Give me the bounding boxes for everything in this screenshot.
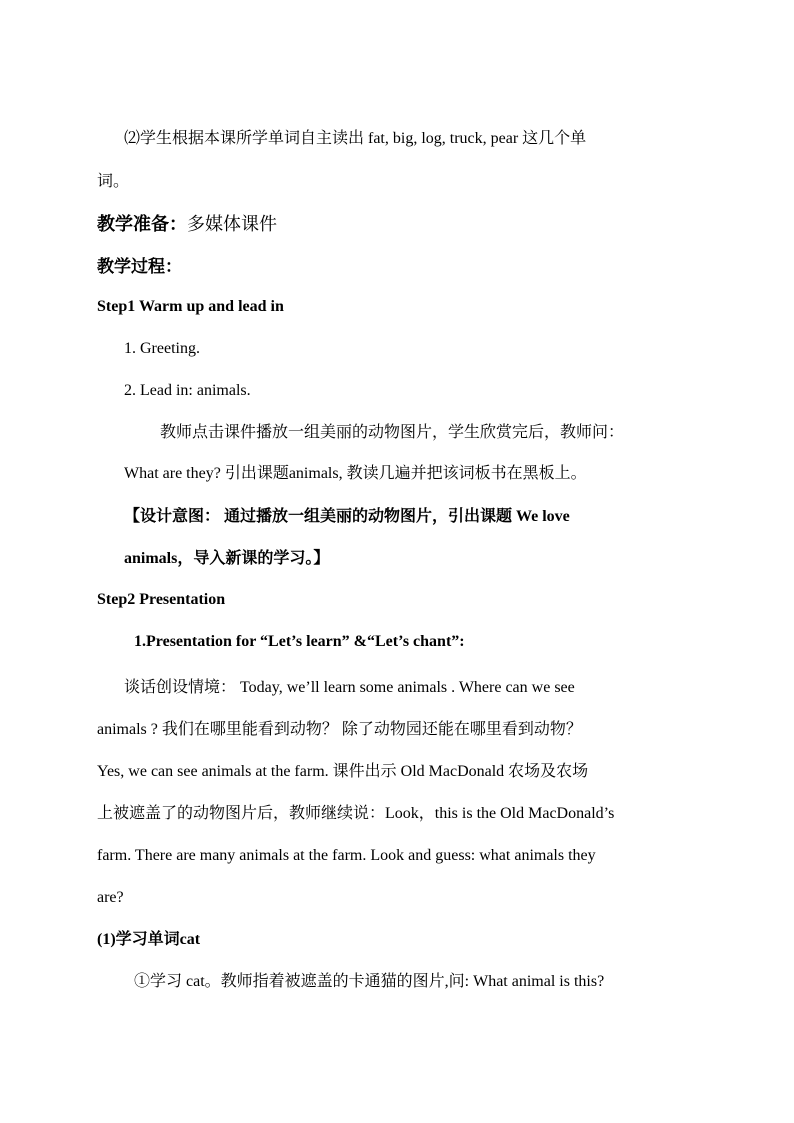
step1-item-2: 2. Lead in: animals. xyxy=(124,382,251,399)
step2-paragraph-line-2: animals ? 我们在哪里能看到动物？ 除了动物园还能在哪里看到动物？ xyxy=(97,721,582,738)
process-label: 教学过程： xyxy=(97,257,182,276)
step2-paragraph-line-5: farm. There are many animals at the farm. Look and guess: what animals they xyxy=(97,847,596,864)
step1-design-intent-line-2: animals，导入新课的学习。】 xyxy=(124,550,330,567)
step2-paragraph-line-6: are? xyxy=(97,889,124,906)
step2-paragraph-line-1: 谈话创设情境： Today, we’ll learn some animals . Where can we see xyxy=(124,679,575,696)
preparation-line xyxy=(97,213,277,236)
objective-item-2-line-2: 词。 xyxy=(97,173,130,190)
step1-title: Step1 Warm up and lead in xyxy=(97,298,284,315)
step1-paragraph-line-1: 教师点击课件播放一组美丽的动物图片，学生欣赏完后，教师问： xyxy=(160,424,625,441)
objective-item-2-line-1: ⑵学生根据本课所学单词自主读出 fat, big, log, truck, pear 这几个单 xyxy=(124,130,587,147)
preparation-label: 教学准备： xyxy=(97,214,187,234)
step2-paragraph-line-3: Yes, we can see animals at the farm. 课件出示 Old MacDonald 农场及农场 xyxy=(97,763,589,780)
step1-design-intent-line-1: 【设计意图： 通过播放一组美丽的动物图片，引出课题 We love xyxy=(124,508,570,525)
step1-paragraph-line-2: What are they? 引出课题animals, 教读几遍并把该词板书在黑板上。 xyxy=(124,465,587,482)
step2-title: Step2 Presentation xyxy=(97,591,226,608)
preparation-value: 多媒体课件 xyxy=(187,214,277,234)
step2-paragraph-line-4: 上被遮盖了的动物图片后，教师继续说：Look，this is the Old MacDonald’s xyxy=(97,805,615,822)
step2-item-1: 1.Presentation for “Let’s learn” &“Let’s chant”: xyxy=(134,633,465,650)
step2-subsection-1-line-1: ①学习 cat。教师指着被遮盖的卡通猫的图片,问: What animal is this? xyxy=(134,973,605,990)
step2-subsection-1-title: (1)学习单词cat xyxy=(97,931,201,948)
step1-item-1: 1. Greeting. xyxy=(124,340,200,357)
